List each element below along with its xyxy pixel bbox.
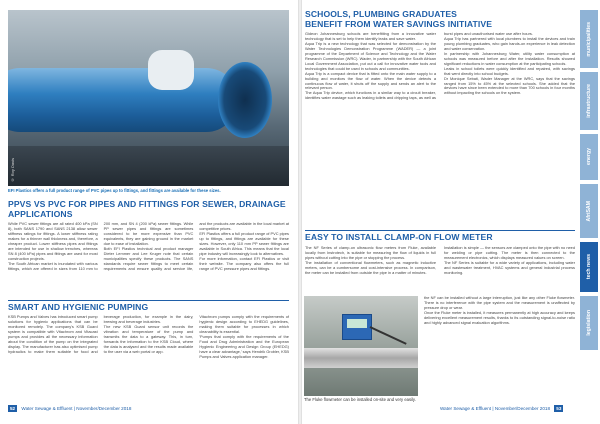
left-footer: 52 Water Sewage & Effluent | November/December 2018 — [10, 406, 132, 411]
paragraph: the NF can be installed without a large interruption, just like any other Fluke flowmeter. There is no interference with the pipe system and the measurement is unaffected by pressure drop or wear. — [424, 296, 575, 310]
paragraph: KSB Pumps and Valves has introduced smart pump solutions for hygienic applications that can be monitored remotely. The company's KSB Guard system is compatible with Vitachrom and Vitacast pumps and provides all the necessary information about the condition of the pump on the integrated display. The manufacturer has also optimised pump hydraulics to make them suitable for food and beverage production, for example in the dairy, brewing and beverage industries. — [8, 315, 194, 354]
tab-afrisam[interactable] — [580, 184, 598, 238]
tab-label: energy — [586, 148, 592, 166]
section-divider — [8, 300, 289, 301]
article-title-flowmeter: EASY TO INSTALL CLAMP-ON FLOW METER — [305, 232, 493, 242]
photo-caption — [8, 188, 289, 193]
glove-image — [148, 50, 194, 90]
tab-label: infrastructure — [586, 84, 592, 118]
tab-municipalities[interactable] — [580, 10, 598, 68]
paragraph: Aqua Trip is a compact device that is fitted onto the main water supply to a building and monitors the flow of water. When the device detects a continuous flow of water, it shuts off the supply and sends an alert to the relevant person. — [305, 70, 436, 91]
tab-label: tech news — [586, 254, 592, 280]
article-title-schools — [305, 10, 575, 29]
paragraph: Installation is simple — the sensors are clamped onto the pipe with no need for welding or pipe cutting. The meter is then connected to the measurement electronics, which displays measured values on screen. — [444, 246, 575, 260]
paragraph: The Aqua Trip device, which functions in a similar way to a circuit breaker, identifies water wastage such as leaking toilets and dripping taps, as well as burst pipes and unauthorised water use after hours. — [305, 32, 533, 101]
article-title-pipes: PPVS VS PVC FOR PIPES AND FITTINGS FOR SEWER, DRAINAGE APPLICATIONS — [8, 199, 286, 219]
tab-energy[interactable] — [580, 134, 598, 180]
paragraph: While PVC sewer fittings are all rated 400 kPa (SN 8), both SANS 1790 and SANS 2138 allow sewer stiffness ratings for fittings. A lower stiffness rating makes for a thinner wall thickness and, therefore, a cheaper product. Lower stiffness pipes and fittings are intended for use in shallow trenches, whereas SN 8 (400 kPa) pipes and fittings are used for most construction projects. — [8, 222, 98, 261]
paragraph: Vitachrom pumps comply with the requirements of hygienic design according to EHEDG guidelines, making them suitable for processes in which cleanability is essential. — [199, 315, 289, 334]
paragraph: Both EFI Plastics technical and product manager Dieter Lemmer and Lee Kruger note that certain municipalities specify these products. The SANS standards require sewer fittings to meet certain requirements and ensure quality and service life, and the products are available in the local market at competitive prices. — [103, 222, 289, 271]
article-body-pumping — [8, 315, 289, 399]
article-body-pipes — [8, 222, 289, 294]
paragraph: The South African market is inundated with various fittings, which are offered in sizes from 110 mm to 200 mm, and SN 4 (200 kPa) sewer fittings. While PP sewer pipes and fittings are sometimes considered to be more expensive than PVC equivalents, they are gaining ground in the market due to ease of installation. — [8, 222, 194, 271]
article-title-pumping: SMART AND HYGIENIC PUMPING — [8, 302, 149, 312]
paragraph: EFI Plastics offers a full product range of PVC pipes up to fittings, and fittings are available for these sizes. However, only 110 mm PP sewer fittings are available in South Africa. This means that the local pipe industry will increasingly look to alternatives. — [199, 230, 289, 256]
tab-tech-news[interactable] — [580, 242, 598, 292]
article-body-schools — [305, 32, 575, 228]
tab-label: legislation — [586, 310, 592, 336]
page-number: 53 — [556, 406, 562, 411]
section-tabs — [578, 0, 600, 424]
tab-label: municipalities — [586, 21, 592, 57]
publication-name: Water Sewage & Effluent — [440, 406, 492, 411]
paragraph: 'Pumps that comply with the requirements of the Food and Drug Administration and the European Hygienic Engineering and Design Group (EHEDG) have a clear advantage,' says Hendrik Grobler, KSB Pumps and Valves application manager. — [199, 333, 289, 359]
title-line: BENEFIT FROM WATER SAVINGS INITIATIVE — [305, 18, 493, 29]
pipe-photo — [8, 10, 289, 186]
issue-date: November/December 2018 — [76, 406, 132, 411]
paragraph: For more information, contact EFI Plastics or visit their website. The company also offers the full range of PVC pressure pipes and fittings. — [199, 255, 289, 271]
paragraph: Aqua Trip has partnered with local plumbers to install the devices and train young plumbing graduates, who gain hands-on experience in leak detection and water conservation. — [444, 35, 575, 51]
flowmeter-caption: The Fluke flowmeter can be installed on-site and very easily. — [304, 397, 416, 402]
issue-date: November/December 2018 — [494, 406, 550, 411]
paragraph: Once the Fluke meter is installed, it measures permanently at high accuracy and keeps delivering excellent measurement results, thanks to its outstanding signal-to-noise ratio and highly advanced signal evaluation algorithms. — [424, 309, 575, 325]
gutter — [298, 0, 302, 424]
paragraph: The new KSB Guard sensor unit records the vibration and temperature of the pump and transmits the data to a gateway. This, in turn, forwards the information to the KSB Cloud, where the data is analysed and the results made available to the user via a web portal or app. — [103, 323, 194, 354]
title-line: SCHOOLS, PLUMBING GRADUATES — [305, 9, 457, 19]
photo-credit: © Roy Davis — [10, 157, 15, 182]
paragraph: Gideon Johannesburg schools are benefitting from a innovative water technology that is set to help them identify leaks and save water. — [305, 32, 436, 41]
section-divider — [305, 230, 575, 231]
right-footer: Water Sewage & Effluent | November/December 2018 53 — [440, 406, 562, 411]
paragraph: The installation of conventional flowmeters, such as magnetic inductive meters, can be a cumbersome and cost-intensive process. In comparison, the meter can be installed from outside the pipe in a matter of minutes. — [305, 259, 436, 275]
paragraph: Leaks in school toilets were quickly identified and repaired, with savings that went directly into school budgets. — [444, 65, 575, 76]
flowmeter-photo — [304, 296, 418, 396]
paragraph: The NF Series of clamp-on ultrasonic flow meters from Fluke, available locally from Instrotech, is suitable for measuring the flow of liquids in full pipes without cutting into the pipe or stopping the process. — [305, 246, 436, 260]
article-body-flowmeter-continued — [424, 296, 575, 396]
paragraph: In partnership with Johannesburg Water, utility water consumption at schools was measured before and after the installation. Results showed significant reductions in water consumption at the participating schools. — [444, 50, 575, 66]
publication-name: Water Sewage & Effluent — [21, 406, 73, 411]
tab-legislation[interactable] — [580, 296, 598, 350]
page-number: 52 — [10, 406, 16, 411]
paragraph: Dr Monique Sebati, Wader Manager at the WRC, says that the savings ranged from 15% to 45% at the selected schools. She added that the devices have since been extended to more than 700 schools in four months without impacting the schools on the system. — [444, 75, 575, 96]
flowmeter-display — [347, 319, 367, 328]
tab-label: AfriSAM — [586, 200, 592, 222]
article-body-flowmeter — [305, 246, 575, 294]
tab-infrastructure[interactable] — [580, 72, 598, 130]
photo-caption-lead: EFI Plastics offers a full product range of PVC pipes up to fittings, and fittings are available for these sizes. — [8, 188, 221, 193]
paragraph: Aqua Trip is a new technology that was selected for demonstration by the Water Technologies Demonstration Programme (WADER) — a joint programme of the Department of Science and Technology and the Water Research Commission (WRC). Wader, in partnership with the South African Local Government Association, put out a call for innovative water tools and technologies that could be used in schools and communities. — [305, 40, 436, 71]
paragraph: The NF Series is suitable for a wide variety of applications, including water and wastewater treatment, HVAC systems and general industrial process monitoring. — [444, 259, 575, 275]
